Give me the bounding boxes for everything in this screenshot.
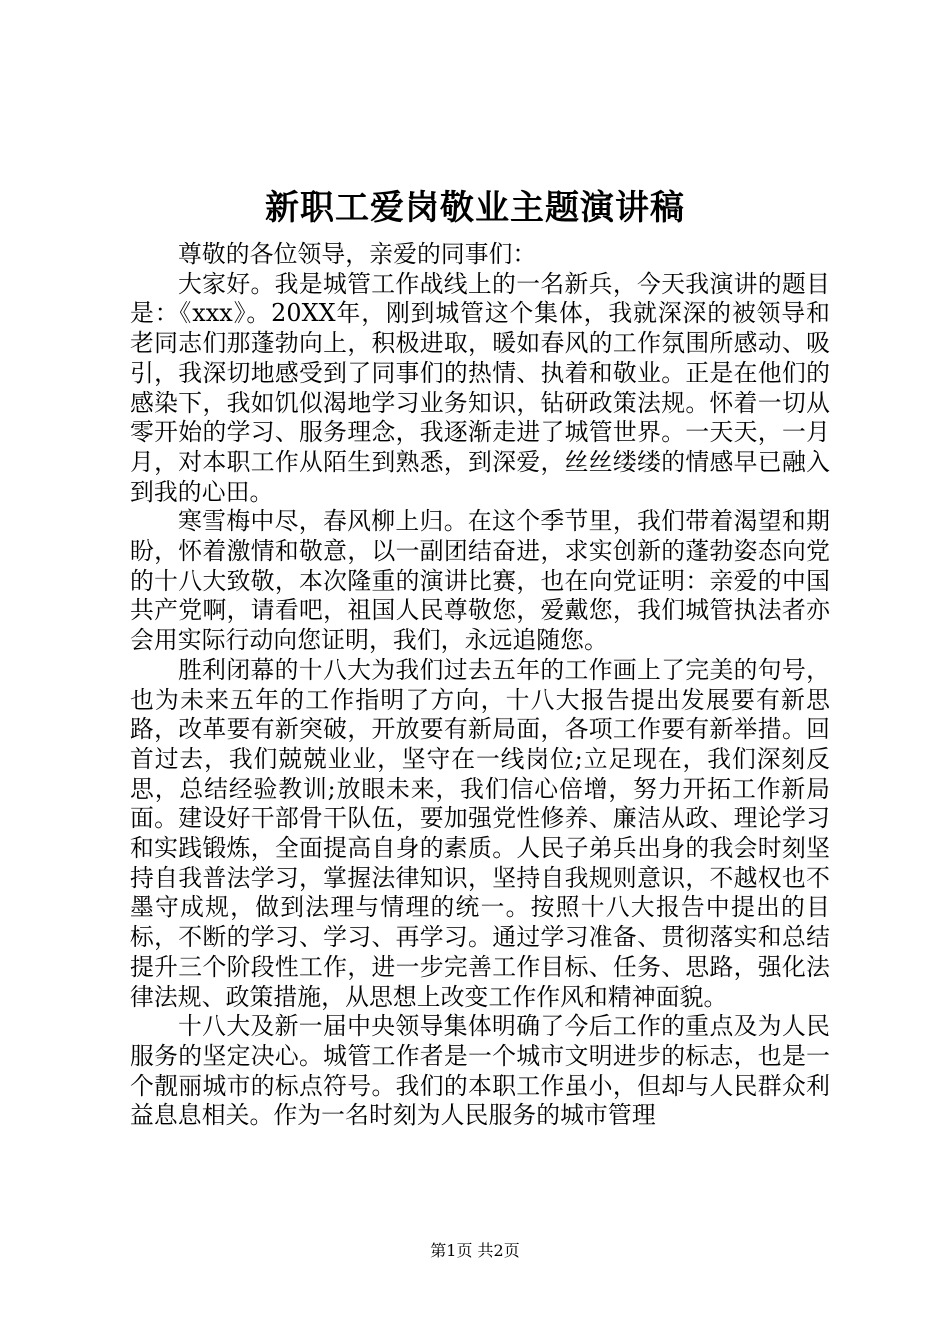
document-body (130, 240, 830, 1131)
salutation-paragraph: 尊敬的各位领导，亲爱的同事们： (178, 240, 537, 268)
body-paragraph: 十八大及新一届中央领导集体明确了今后工作的重点及为人民服务的坚定决心。城管工作者是一个城市文明进步的标志，也是一个靓丽城市的标点符号。我们的本职工作虽小，但却与人民群众利益息息相关。作为一名时刻为人民服务的城市管理 (130, 1012, 830, 1130)
document-title: 新职工爱岗敬业主题演讲稿 (265, 188, 685, 228)
body-paragraph: 胜利闭幕的十八大为我们过去五年的工作画上了完美的句号，也为未来五年的工作指明了方向，十八大报告提出发展要有新思路，改革要有新突破，开放要有新局面，各项工作要有新举措。回首过去，我们兢兢业业，坚守在一线岗位;立足现在，我们深刻反思，总结经验教训;放眼未来，我们信心倍增，努力开拓工作新局面。建设好干部骨干队伍，要加强党性修养、廉洁从政、理论学习和实践锻炼，全面提高自身的素质。人民子弟兵出身的我会时刻坚持自我普法学习，掌握法律知识，坚持自我规则意识，不越权也不墨守成规，做到法理与情理的统一。按照十八大报告中提出的目标，不断的学习、学习、再学习。通过学习准备、贯彻落实和总结提升三个阶段性工作，进一步完善工作目标、任务、思路，强化法律法规、政策措施，从思想上改变工作作风和精神面貌。 (130, 655, 830, 1011)
body-paragraph: 大家好。我是城管工作战线上的一名新兵，今天我演讲的题目是：《xxx》。20XX年，刚到城管这个集体，我就深深的被领导和老同志们那蓬勃向上，积极进取，暖如春风的工作氛围所感动、吸引，我深切地感受到了同事们的热情、执着和敬业。正是在他们的感染下，我如饥似渴地学习业务知识，钻研政策法规。怀着一切从零开始的学习、服务理念，我逐渐走进了城管世界。一天天，一月月，对本职工作从陌生到熟悉，到深爱，丝丝缕缕的情感早已融入到我的心田。 (130, 269, 830, 506)
body-paragraph: 寒雪梅中尽，春风柳上归。在这个季节里，我们带着渴望和期盼，怀着激情和敬意，以一副团结奋进，求实创新的蓬勃姿态向党的十八大致敬，本次隆重的演讲比赛，也在向党证明：亲爱的中国共产党啊，请看吧，祖国人民尊敬您，爱戴您，我们城管执法者亦会用实际行动向您证明，我们，永远追随您。 (130, 507, 830, 655)
page-number-footer: 第1页 共2页 (430, 1241, 520, 1260)
